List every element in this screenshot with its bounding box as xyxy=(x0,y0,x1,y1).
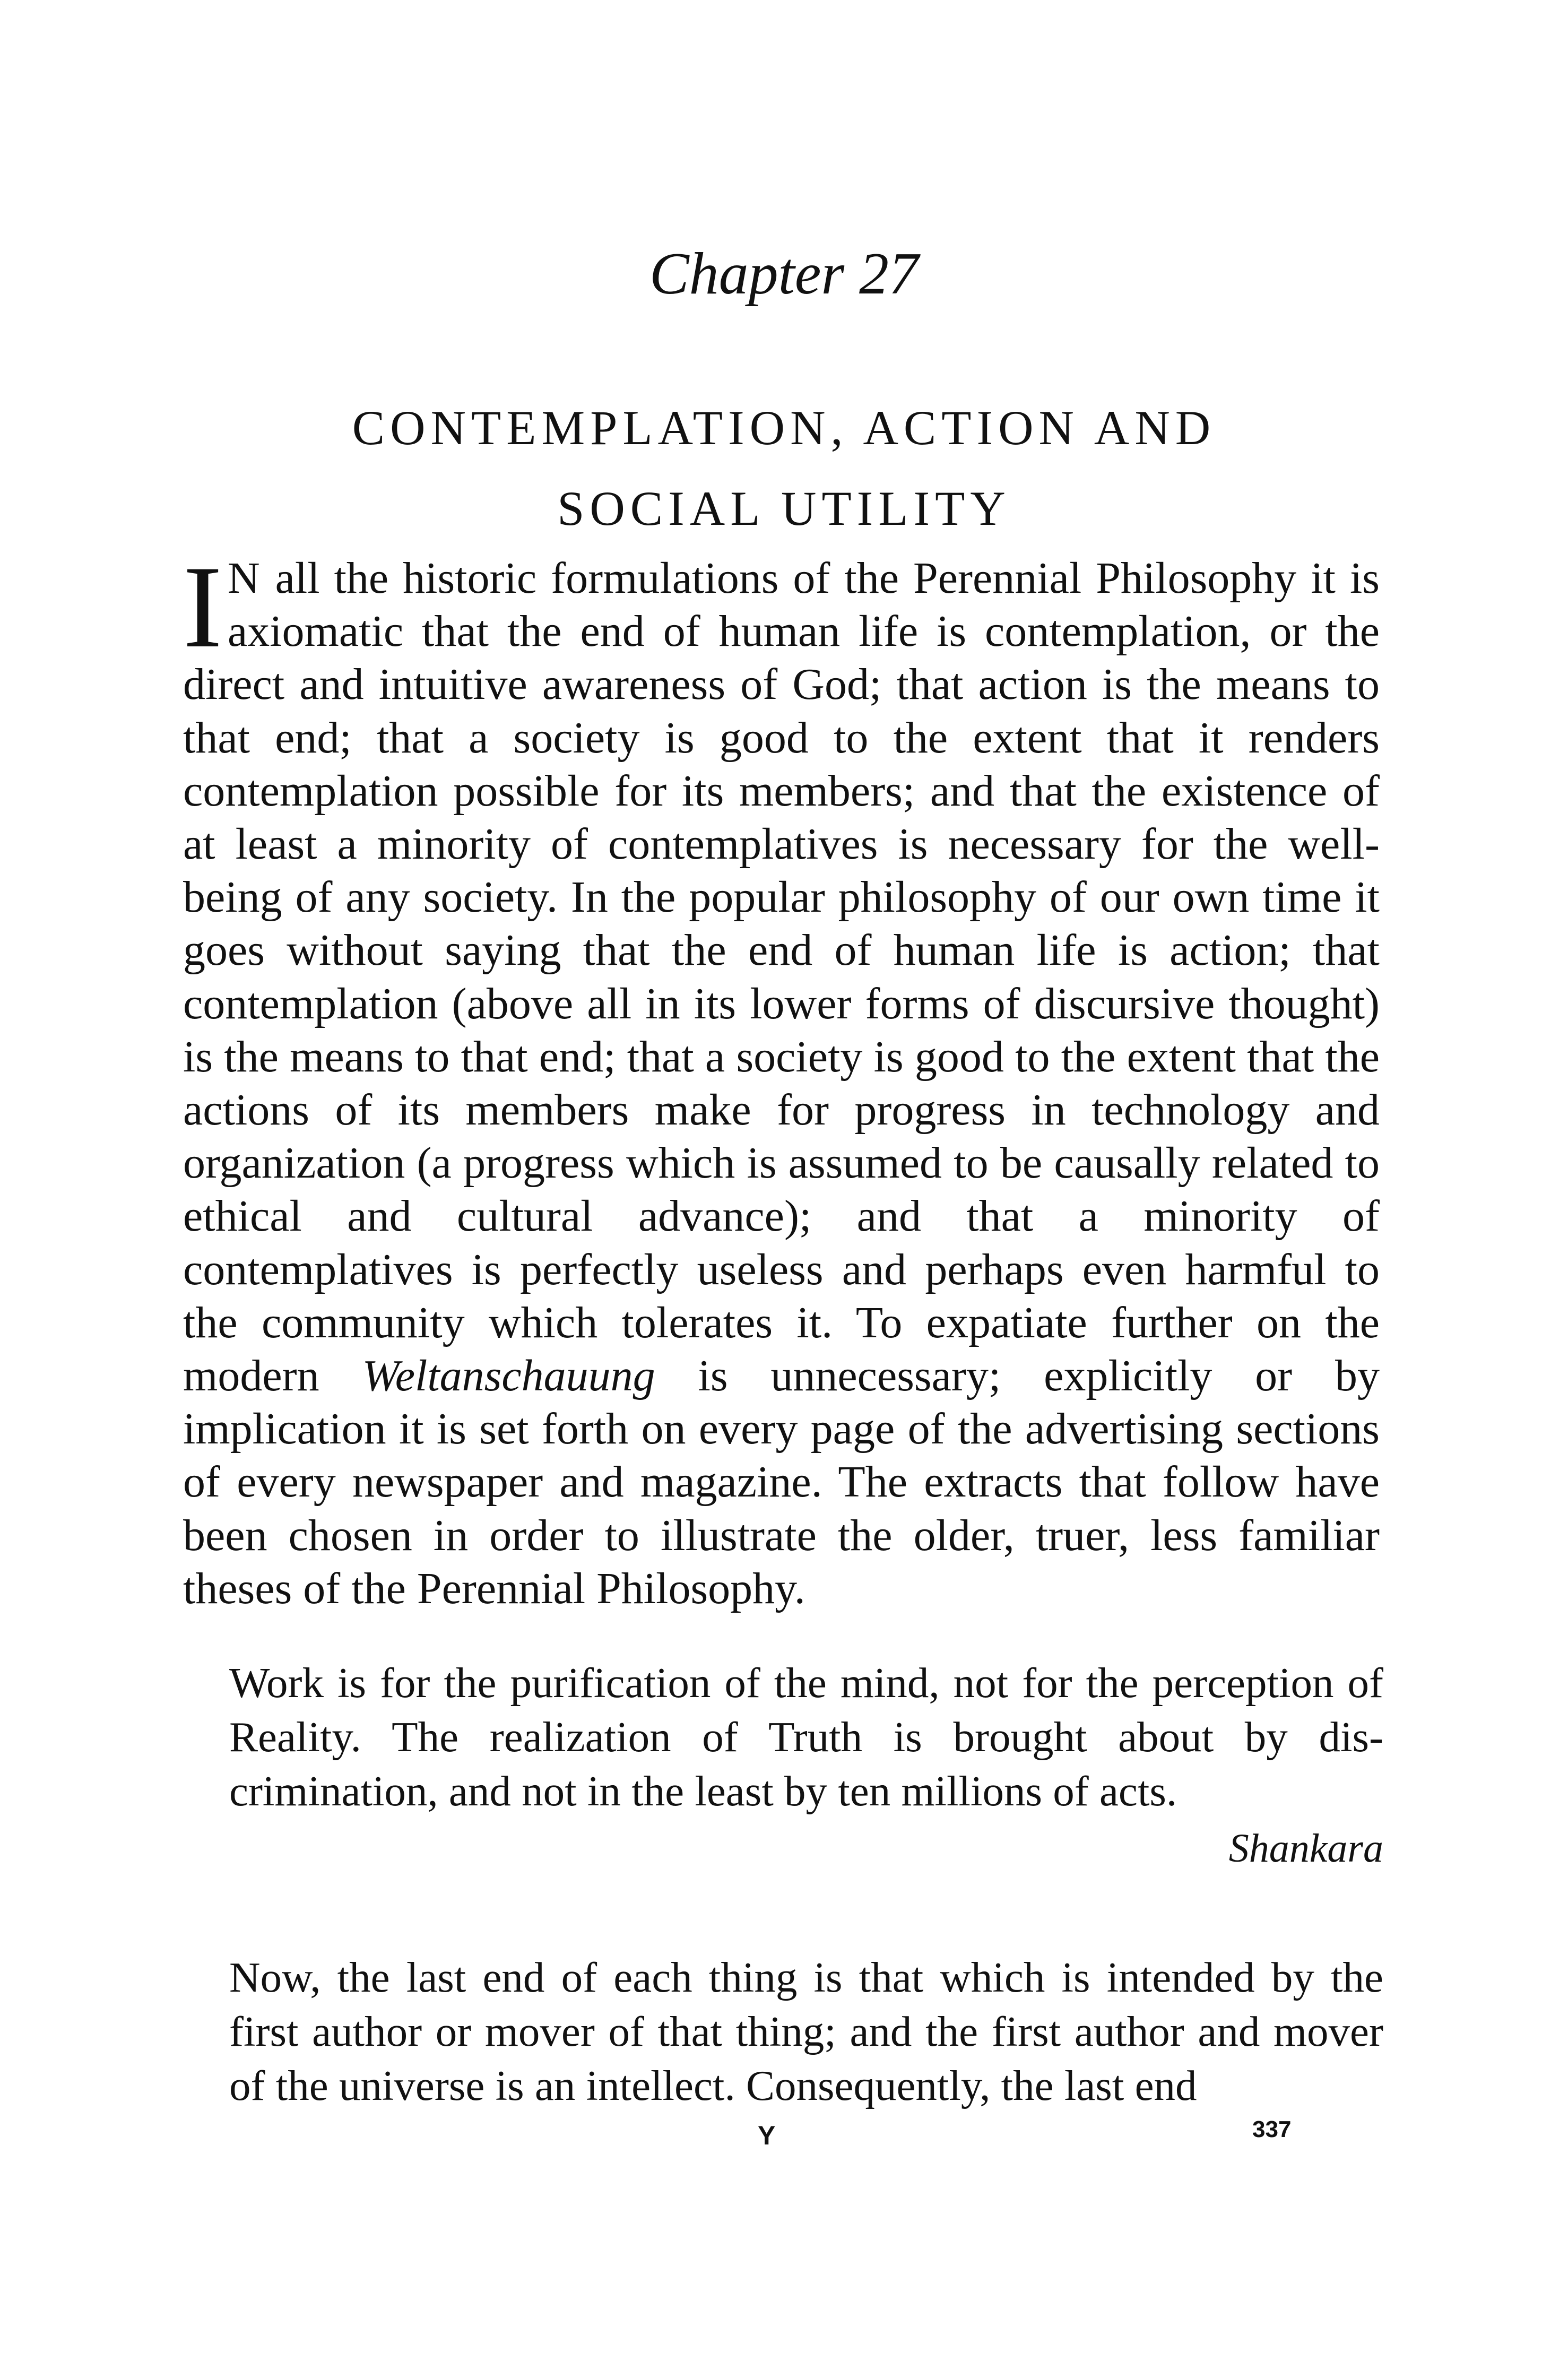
quote-block xyxy=(229,1950,1383,2113)
chapter-title-line-2: SOCIAL UTILITY xyxy=(557,481,1011,535)
body-paragraph xyxy=(183,542,1380,1615)
chapter-title-line-1: CONTEMPLATION, ACTION AND xyxy=(352,401,1216,455)
chapter-title xyxy=(0,387,1568,549)
quote-text: Now, the last end of each thing is that which is intended by the first author or mover of that thing; and the first author and mover of the universe is an intellect. Consequently, the last end xyxy=(229,1953,1383,2109)
quote-attribution: Shankara xyxy=(1228,1826,1383,1871)
signature-mark: Y xyxy=(758,2121,776,2150)
quote-block xyxy=(229,1656,1383,1878)
paragraph-text-end: is unnecessary; explicitly or by implication it is set forth on every page of the advertising sections of every newspaper and magazine. The extracts that follow have been chosen in order to illustrate the older, truer, less familiar theses of the Perennial Philosophy. xyxy=(183,1351,1380,1613)
paragraph-text: all the historic formulations of the Perennial Philosophy it is axiomatic that the end of human life is contemplation, or the direct and intuitive awareness of God; that action is the means to that end; that a society is good to the extent that it renders contemplation possible for its members; and that the existence of at least a minority of contemplatives is necessary for the well-being of any society. In the popular philosophy of our own time it goes without saying that the end of human life is action; that contemplation (above all in its lower forms of discursive thought) is the means to that end; that a society is good to the extent that the actions of its members make for progress in technology and organization (a progress which is assumed to be causally related to ethical and cultural advance); and that a minority of contemplatives is perfectly useless and perhaps even harmful to the community which tolerates it. To expatiate further on the modern xyxy=(183,553,1380,1401)
quote-text: Work is for the purification of the mind, not for the perception of Reality. The realization of Truth is brought about by discrimination, and not in the least by ten millions of acts. xyxy=(229,1659,1383,1815)
chapter-label: Chapter 27 xyxy=(649,241,919,307)
italic-term: Weltanschauung xyxy=(362,1351,655,1401)
first-word-rest: N xyxy=(227,553,261,603)
drop-cap: I xyxy=(183,542,222,672)
page-number: 337 xyxy=(1252,2116,1292,2142)
